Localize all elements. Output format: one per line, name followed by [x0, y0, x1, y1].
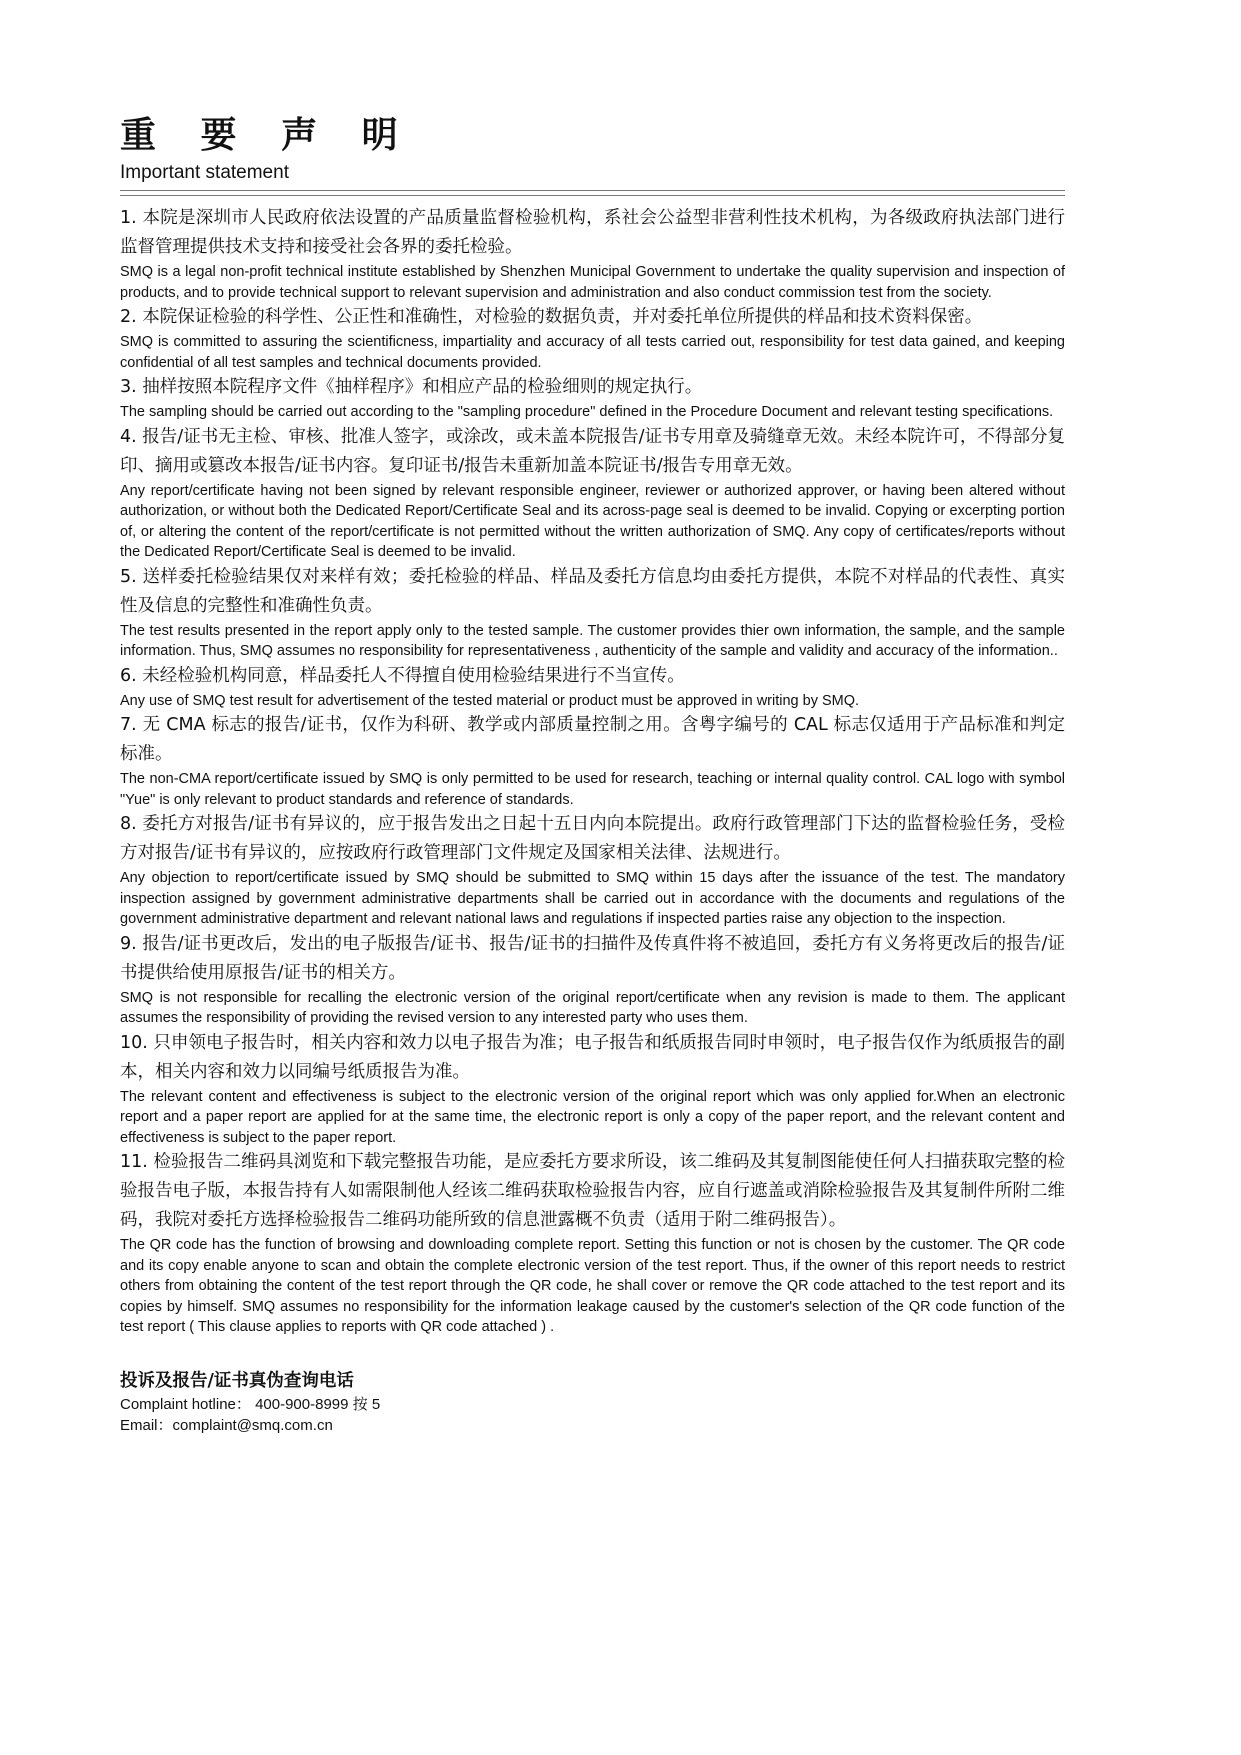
clause-en: The sampling should be carried out according to the "sampling procedure" defined in the Procedure Document and relevant testing specifications.: [120, 404, 1054, 420]
page-title: 重 要 声 明: [120, 115, 414, 156]
clause-zh: 9. 报告/证书更改后，发出的电子版报告/证书、报告/证书的扫描件及传真件将不被追回，委托方有义务将更改后的报告/证书提供给使用原报告/证书的相关方。: [120, 933, 1065, 983]
clause-zh: 8. 委托方对报告/证书有异议的，应于报告发出之日起十五日内向本院提出。政府行政管理部门下达的监督检验任务，受检方对报告/证书有异议的，应按政府行政管理部门文件规定及国家相关法律、法规进行。: [120, 814, 1065, 863]
clause-en: Any use of SMQ test result for advertisement of the tested material or product must be approved in writing by SMQ.: [120, 692, 860, 709]
clause-zh: 3. 抽样按照本院程序文件《抽样程序》和相应产品的检验细则的规定执行。: [120, 377, 703, 397]
complaint-email: Email：complaint@smq.com.cn: [120, 1416, 333, 1434]
clause-en: SMQ is committed to assuring the scientificness, impartiality and accuracy of all tests carried out, responsibility for test data gained, and keeping confidential of all test samples and technical documents provided.: [120, 334, 1065, 371]
clause-6: [120, 662, 1065, 712]
clause-en: SMQ is a legal non-profit technical institute established by Shenzhen Municipal Government to undertake the quality supervision and inspection of products, and to provide technical support to relevant supervision and administration and also conduct commission test from the society.: [120, 264, 1065, 301]
clause-11: [120, 1148, 1065, 1338]
clause-en: Any objection to report/certificate issued by SMQ should be submitted to SMQ within 15 days after the issuance of the test. The mandatory inspection assigned by government administrative departments shall be carried out in accordance with the documents and regulations of the government administrative department and relevant national laws and regulations if inspected parties raise any objection to the inspection.: [120, 870, 1065, 927]
page-subtitle: Important statement: [120, 162, 289, 183]
clause-en: The relevant content and effectiveness is subject to the electronic version of the original report which was only applied for.When an electronic report and a paper report are applied for at the same time, the electronic report is only a copy of the paper report, and the relevant content and effectiveness is subject to the paper report.: [120, 1088, 1065, 1146]
clause-zh: 10. 只申领电子报告时，相关内容和效力以电子报告为准；电子报告和纸质报告同时申领时，电子报告仅作为纸质报告的副本，相关内容和效力以同编号纸质报告为准。: [120, 1032, 1065, 1082]
clause-7: [120, 711, 1065, 810]
clause-8: [120, 810, 1065, 930]
clause-zh: 1. 本院是深圳市人民政府依法设置的产品质量监督检验机构，系社会公益型非营利性技术机构，为各级政府执法部门进行监督管理提供技术支持和接受社会各界的委托检验。: [120, 208, 1065, 257]
clause-zh: 7. 无 CMA 标志的报告/证书，仅作为科研、教学或内部质量控制之用。含粤字编号的 CAL 标志仅适用于产品标准和判定标准。: [120, 715, 1065, 764]
clause-5: [120, 563, 1065, 662]
clause-10: [120, 1029, 1065, 1149]
clause-2: [120, 303, 1065, 373]
clause-zh: 2. 本院保证检验的科学性、公正性和准确性，对检验的数据负责，并对委托单位所提供的样品和技术资料保密。: [120, 307, 983, 327]
contact-title: 投诉及报告/证书真伪查询电话: [120, 1370, 354, 1391]
clause-en: SMQ is not responsible for recalling the electronic version of the original report/certificate when any revision is made to them. The applicant assumes the responsibility of providing the revised version to any interested party who uses them.: [120, 989, 1065, 1026]
clause-4: [120, 423, 1065, 563]
clause-zh: 6. 未经检验机构同意，样品委托人不得擅自使用检验结果进行不当宣传。: [120, 665, 685, 686]
clause-9: [120, 930, 1065, 1029]
clause-en: The test results presented in the report apply only to the tested sample. The customer provides thier own information, the sample, and the sample information. Thus, SMQ assumes no responsibility for representativeness , authenticity of the sample and validity and accuracy of the information..: [120, 622, 1065, 659]
clause-zh: 11. 检验报告二维码具浏览和下载完整报告功能，是应委托方要求所设，该二维码及其复制图能使任何人扫描获取完整的检验报告电子版，本报告持有人如需限制他人经该二维码获取检验报告内容，应自行遮盖或消除检验报告及其复制件所附二维码，我院对委托方选择检验报告二维码功能所致的信息泄露概不负责（适用于附二维码报告）。: [120, 1152, 1065, 1230]
clause-3: [120, 373, 1065, 423]
clause-en: The non-CMA report/certificate issued by SMQ is only permitted to be used for research, teaching or internal quality control. CAL logo with symbol "Yue" is only relevant to product standards and reference of standards.: [120, 771, 1065, 808]
clause-en: The QR code has the function of browsing and downloading complete report. Setting this function or not is chosen by the customer. The QR code and its copy enable anyone to scan and obtain the complete electronic version of the test report. Thus, if the owner of this report needs to restrict others from obtaining the content of the test report through the QR code, he shall cover or remove the QR code attached to the test report and its copies by himself. SMQ assumes no responsibility for the information leakage caused by the customer's selection of the QR code function of the test report ( This clause applies to reports with QR code attached ) .: [120, 1237, 1065, 1335]
clause-zh: 5. 送样委托检验结果仅对来样有效；委托检验的样品、样品及委托方信息均由委托方提供，本院不对样品的代表性、真实性及信息的完整性和准确性负责。: [120, 566, 1065, 616]
clause-1: [120, 204, 1065, 303]
clause-zh: 4. 报告/证书无主检、审核、批准人签字，或涂改，或未盖本院报告/证书专用章及骑缝章无效。未经本院许可，不得部分复印、摘用或篡改本报告/证书内容。复印证书/报告未重新加盖本院证书/报告专用章无效。: [120, 426, 1065, 476]
clause-en: Any report/certificate having not been signed by relevant responsible engineer, reviewer or authorized approver, or having been altered without authorization, or without both the Dedicated Report/Certificate Seal and its across-page seal is deemed to be invalid. Copying or excerpting portion of, or altering the content of the report/certificate is not permitted without the written authorization of SMQ. Any copy of certificates/reports without the Dedicated Report/Certificate Seal is deemed to be invalid.: [120, 482, 1065, 560]
contact-section: [120, 1368, 1065, 1436]
title-divider: [120, 190, 1065, 196]
complaint-hotline: Complaint hotline： 400-900-8999 按 5: [120, 1395, 381, 1413]
statement-page: [120, 112, 1065, 1436]
